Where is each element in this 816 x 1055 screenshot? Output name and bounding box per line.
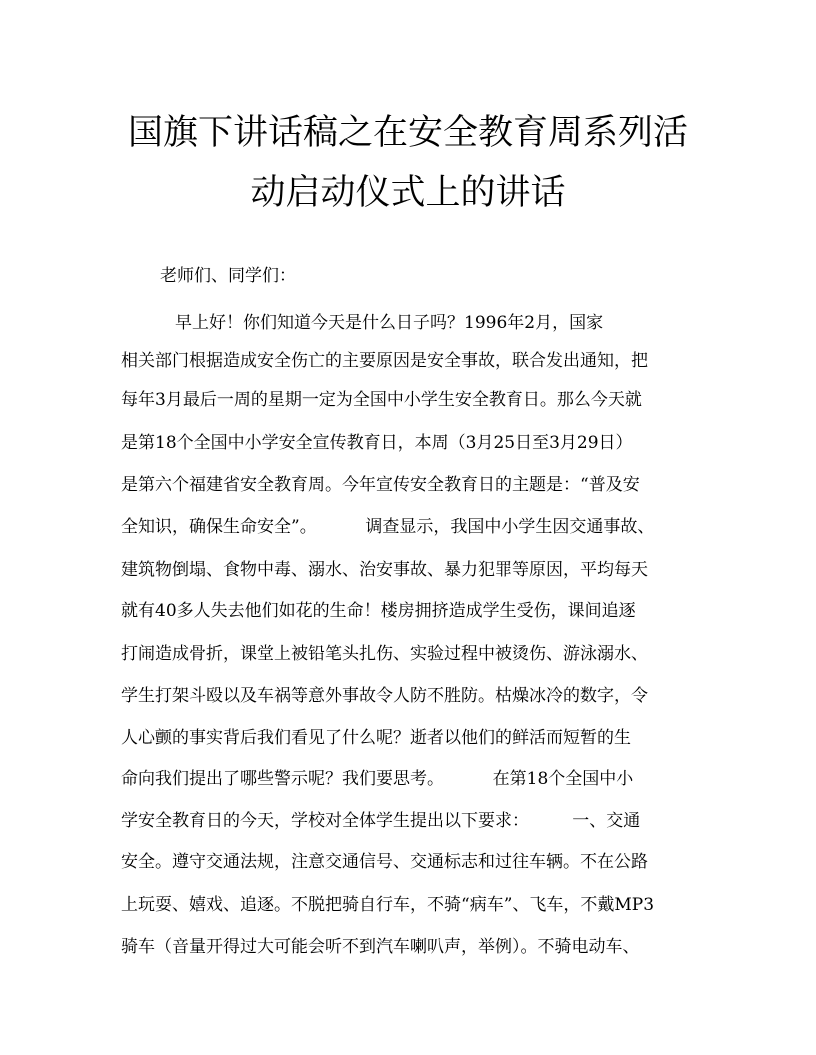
body-line: 骑车（音量开得过大可能会听不到汽车喇叭声，举例）。不骑电动车、	[121, 937, 640, 957]
body-line: 每年3月最后一周的星期一定为全国中小学生安全教育日。那么今天就	[121, 390, 642, 410]
document-title-line-1: 国旗下讲话稿之在安全教育周系列活	[127, 113, 688, 153]
body-line: 学生打架斗殴以及车祸等意外事故令人防不胜防。枯燥冰冷的数字，令	[121, 686, 648, 706]
body-line: 建筑物倒塌、食物中毒、溺水、治安事故、暴力犯罪等原因，平均每天	[121, 560, 648, 580]
body-line: 安全。遵守交通法规，注意交通信号、交通标志和过往车辆。不在公路	[121, 852, 648, 872]
body-line: 命向我们提出了哪些警示呢？我们要思考。 在第18个全国中小	[121, 769, 634, 789]
body-line: 人心颤的事实背后我们看见了什么呢？逝者以他们的鲜活而短暂的生	[121, 728, 631, 748]
body-line: 早上好！你们知道今天是什么日子吗？1996年2月，国家	[121, 313, 604, 333]
greeting: 老师们、同学们：	[160, 266, 296, 286]
document-title-line-2: 动启动仪式上的讲话	[250, 173, 566, 213]
body-line: 上玩耍、嬉戏、追逐。不脱把骑自行车，不骑“病车”、飞车，不戴MP3	[121, 895, 655, 915]
body-line: 就有40多人失去他们如花的生命！楼房拥挤造成学生受伤，课间追逐	[121, 601, 636, 621]
body-line: 相关部门根据造成安全伤亡的主要原因是安全事故，联合发出通知，把	[121, 351, 648, 371]
body-line: 学安全教育日的今天，学校对全体学生提出以下要求： 一、交通	[121, 811, 641, 831]
body-line: 是第18个全国中小学安全宣传教育日，本周（3月25日至3月29日）	[121, 433, 633, 453]
body-line: 打闹造成骨折，课堂上被铅笔头扎伤、实验过程中被烫伤、游泳溺水、	[121, 644, 648, 664]
body-line: 是第六个福建省安全教育周。今年宣传安全教育日的主题是：“普及安	[121, 475, 640, 495]
body-line: 全知识，确保生命安全”。 调查显示，我国中小学生因交通事故、	[121, 517, 655, 537]
